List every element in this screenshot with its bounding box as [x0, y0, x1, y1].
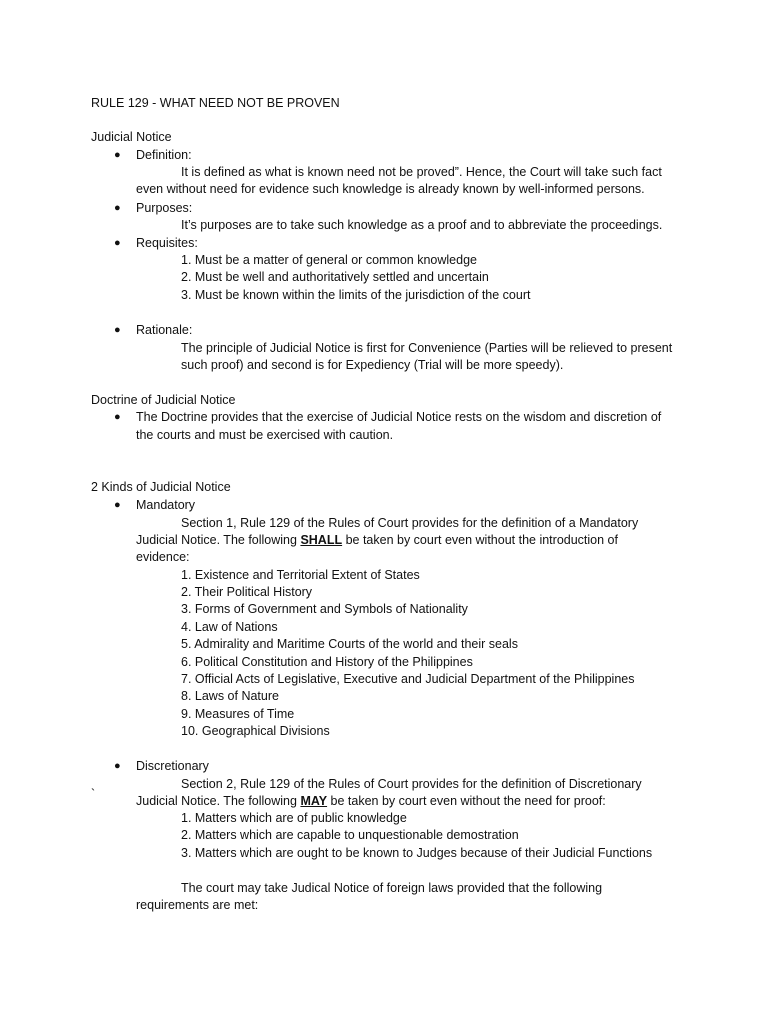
mandatory-item: 10. Geographical Divisions: [181, 724, 330, 738]
mandatory-item: 4. Law of Nations: [181, 620, 278, 634]
purposes-label: Purposes:: [136, 201, 193, 215]
discretionary-intro-text: Judicial Notice. The following: [136, 794, 301, 808]
bullet-icon: ●: [114, 760, 121, 772]
definition-text-line-2: even without need for evidence such knowledge is already known by well-informed persons.: [136, 182, 645, 196]
section-heading-kinds: 2 Kinds of Judicial Notice: [91, 480, 231, 494]
requisite-item: 1. Must be a matter of general or common knowledge: [181, 253, 477, 267]
discretionary-item: 1. Matters which are of public knowledge: [181, 811, 407, 825]
rationale-text-line-1: The principle of Judicial Notice is first for Convenience (Parties will be relieved to present: [181, 341, 673, 355]
requisites-label: Requisites:: [136, 236, 198, 250]
page-title: RULE 129 - WHAT NEED NOT BE PROVEN: [91, 96, 340, 110]
bullet-icon: ●: [114, 237, 121, 249]
mandatory-item: 9. Measures of Time: [181, 707, 295, 721]
shall-emphasis: SHALL: [300, 533, 343, 547]
discretionary-item: 3. Matters which are ought to be known to Judges because of their Judicial Functions: [181, 846, 653, 860]
mandatory-intro-text: be taken by court even without the introduction of: [342, 533, 618, 547]
discretionary-item: 2. Matters which are capable to unquestionable demostration: [181, 828, 519, 842]
requisite-item: 3. Must be known within the limits of the jurisdiction of the court: [181, 288, 531, 302]
mandatory-item: 6. Political Constitution and History of the Philippines: [181, 655, 473, 669]
discretionary-intro-line-1: Section 2, Rule 129 of the Rules of Court provides for the definition of Discretionary: [181, 777, 642, 791]
mandatory-label: Mandatory: [136, 498, 196, 512]
bullet-icon: ●: [114, 411, 121, 423]
bullet-icon: ●: [114, 324, 121, 336]
discretionary-label: Discretionary: [136, 759, 209, 773]
mandatory-item: 3. Forms of Government and Symbols of Nationality: [181, 602, 468, 616]
mandatory-item: 7. Official Acts of Legislative, Executive and Judicial Department of the Philippines: [181, 672, 635, 686]
stray-backtick: `: [91, 787, 96, 801]
definition-text-line-1: It is defined as what is known need not be proved”. Hence, the Court will take such fact: [181, 165, 662, 179]
section-heading-judicial-notice: Judicial Notice: [91, 130, 172, 144]
foreign-laws-line-2: requirements are met:: [136, 898, 259, 912]
rationale-label: Rationale:: [136, 323, 193, 337]
mandatory-intro-line-1: Section 1, Rule 129 of the Rules of Court provides for the definition of a Mandatory: [181, 516, 639, 530]
mandatory-intro-line-2: [136, 532, 618, 548]
section-heading-doctrine: Doctrine of Judicial Notice: [91, 393, 236, 407]
bullet-icon: ●: [114, 499, 121, 511]
mandatory-intro-text: Judicial Notice. The following: [136, 533, 301, 547]
foreign-laws-line-1: The court may take Judical Notice of foreign laws provided that the following: [181, 881, 603, 895]
mandatory-item: 2. Their Political History: [181, 585, 313, 599]
discretionary-intro-text: be taken by court even without the need for proof:: [327, 794, 606, 808]
bullet-icon: ●: [114, 149, 121, 161]
bullet-icon: ●: [114, 202, 121, 214]
requisite-item: 2. Must be well and authoritatively settled and uncertain: [181, 270, 489, 284]
mandatory-intro-line-3: evidence:: [136, 550, 190, 564]
mandatory-item: 8. Laws of Nature: [181, 689, 279, 703]
definition-label: Definition:: [136, 148, 192, 162]
rationale-text-line-2: such proof) and second is for Expediency (Trial will be more speedy).: [181, 358, 564, 372]
doctrine-text-line-2: the courts and must be exercised with caution.: [136, 428, 394, 442]
may-emphasis: MAY: [300, 794, 328, 808]
purposes-text: It’s purposes are to take such knowledge as a proof and to abbreviate the proceedings.: [181, 218, 663, 232]
mandatory-item: 1. Existence and Territorial Extent of States: [181, 568, 420, 582]
discretionary-intro-line-2: [136, 793, 606, 809]
mandatory-item: 5. Admirality and Maritime Courts of the world and their seals: [181, 637, 518, 651]
doctrine-text-line-1: The Doctrine provides that the exercise of Judicial Notice rests on the wisdom and discretion of: [136, 410, 662, 424]
